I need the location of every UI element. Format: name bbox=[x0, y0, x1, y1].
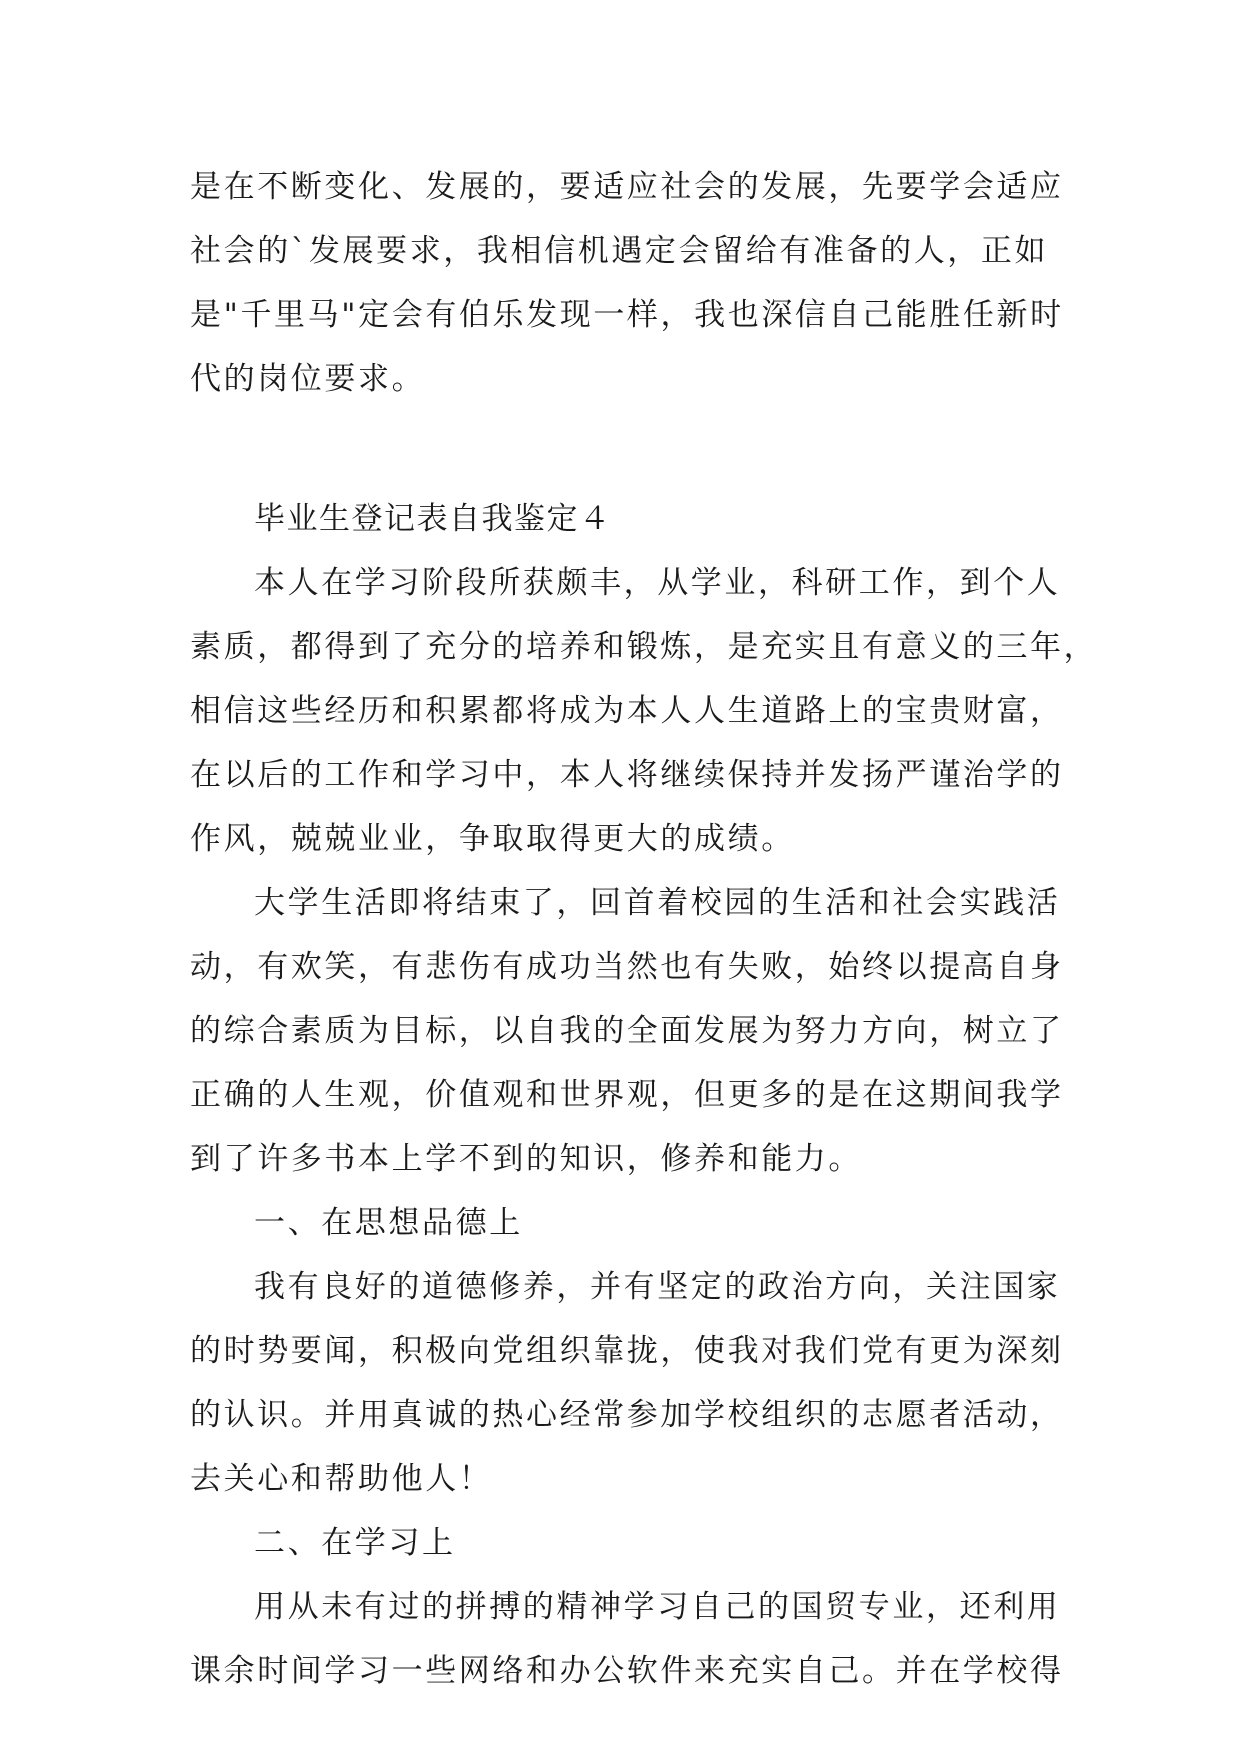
paragraph-line: 社会的`发展要求，我相信机遇定会留给有准备的人，正如 bbox=[190, 233, 1049, 269]
paragraph-line: 动，有欢笑，有悲伤有成功当然也有失败，始终以提高自身 bbox=[190, 949, 1064, 985]
paragraph-line: 我有良好的道德修养，并有坚定的政治方向，关注国家 bbox=[254, 1269, 1061, 1305]
paragraph-line: 是"千里马"定会有伯乐发现一样，我也深信自己能胜任新时 bbox=[190, 297, 1064, 333]
paragraph-line: 的时势要闻，积极向党组织靠拢，使我对我们党有更为深刻 bbox=[190, 1333, 1064, 1369]
paragraph-line: 的认识。并用真诚的热心经常参加学校组织的志愿者活动， bbox=[190, 1397, 1064, 1433]
document-page bbox=[190, 155, 1098, 1703]
paragraph-line: 用从未有过的拼搏的精神学习自己的国贸专业，还利用 bbox=[254, 1589, 1061, 1625]
paragraph-line: 的综合素质为目标，以自我的全面发展为努力方向，树立了 bbox=[190, 1013, 1064, 1049]
paragraph-line: 是在不断变化、发展的，要适应社会的发展，先要学会适应 bbox=[190, 169, 1064, 205]
paragraph-4 bbox=[190, 1575, 1064, 1703]
subheading-moral: 一、在思想品德上 bbox=[254, 1205, 523, 1241]
paragraph-line: 正确的人生观，价值观和世界观，但更多的是在这期间我学 bbox=[190, 1077, 1064, 1113]
paragraph-2 bbox=[190, 871, 1064, 1191]
paragraph-line: 相信这些经历和积累都将成为本人人生道路上的宝贵财富， bbox=[190, 693, 1064, 729]
paragraph-line: 课余时间学习一些网络和办公软件来充实自己。并在学校得 bbox=[190, 1653, 1064, 1689]
intro-paragraph bbox=[190, 155, 1064, 411]
paragraph-3 bbox=[190, 1255, 1064, 1511]
paragraph-line: 在以后的工作和学习中，本人将继续保持并发扬严谨治学的 bbox=[190, 757, 1064, 793]
paragraph-line: 到了许多书本上学不到的知识，修养和能力。 bbox=[190, 1141, 862, 1177]
paragraph-line: 大学生活即将结束了，回首着校园的生活和社会实践活 bbox=[254, 885, 1061, 921]
subheading-study: 二、在学习上 bbox=[254, 1525, 456, 1561]
paragraph-1 bbox=[190, 551, 1098, 871]
section-spacer bbox=[190, 411, 1060, 487]
paragraph-line: 去关心和帮助他人！ bbox=[190, 1461, 493, 1497]
section-title: 毕业生登记表自我鉴定４ bbox=[254, 501, 612, 537]
paragraph-line: 本人在学习阶段所获颇丰，从学业，科研工作，到个人 bbox=[254, 565, 1061, 601]
paragraph-line: 作风，兢兢业业，争取取得更大的成绩。 bbox=[190, 821, 795, 857]
paragraph-line: 代的岗位要求。 bbox=[190, 361, 426, 397]
paragraph-line: 素质，都得到了充分的培养和锻炼，是充实且有意义的三年， bbox=[190, 629, 1098, 665]
